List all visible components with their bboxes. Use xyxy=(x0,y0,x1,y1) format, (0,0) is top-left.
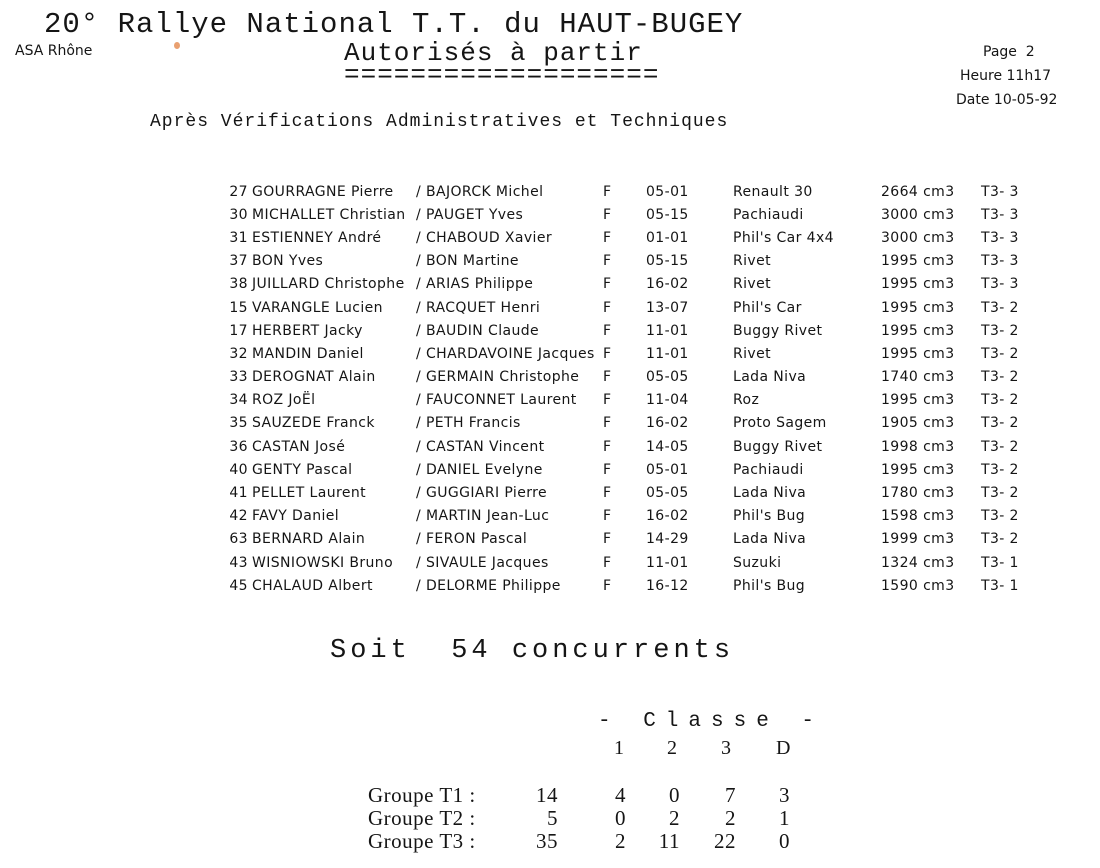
entry-car: Lada Niva xyxy=(733,485,807,502)
entry-pilot: MANDIN Daniel xyxy=(252,345,364,362)
entry-car: Rivet xyxy=(733,345,772,362)
entry-pilot: WISNIOWSKI Bruno xyxy=(252,554,394,571)
entry-car: Lada Niva xyxy=(733,531,807,548)
entry-cc: 1995 cm3 xyxy=(881,392,955,409)
entry-num: 32 xyxy=(229,345,248,362)
document-title: 20° Rallye National T.T. du HAUT-BUGEY xyxy=(44,8,744,41)
entry-cc: 1995 cm3 xyxy=(881,253,955,270)
entry-code: 14-29 xyxy=(646,531,689,548)
entry-num: 15 xyxy=(229,299,248,316)
entry-num: 27 xyxy=(229,183,248,200)
entry-cc: 1780 cm3 xyxy=(881,485,955,502)
entry-car: Lada Niva xyxy=(733,369,807,386)
entry-copilot: / GERMAIN Christophe xyxy=(416,369,580,386)
entry-code: 11-01 xyxy=(646,322,689,339)
entries-table xyxy=(212,180,1041,597)
column-header-2: 2 xyxy=(667,737,677,759)
entry-pilot: MICHALLET Christian xyxy=(252,206,406,223)
entry-num: 43 xyxy=(229,554,248,571)
entry-class: T3- 2 xyxy=(981,345,1019,362)
entry-copilot: / PAUGET Yves xyxy=(416,206,524,223)
entry-num: 42 xyxy=(229,508,248,525)
entry-pilot: CASTAN José xyxy=(252,438,346,455)
entry-code: 05-15 xyxy=(646,206,689,223)
group-class-value: 0 xyxy=(779,829,790,853)
table-row xyxy=(212,203,1041,226)
group-label: Groupe T3 : xyxy=(368,829,476,853)
entry-nat: F xyxy=(603,276,612,293)
entry-code: 11-01 xyxy=(646,345,689,362)
entry-car: Phil's Bug xyxy=(733,508,806,525)
group-class-value: 11 xyxy=(658,829,680,853)
entry-pilot: ESTIENNEY André xyxy=(252,229,382,246)
entry-class: T3- 2 xyxy=(981,531,1019,548)
group-label: Groupe T1 : xyxy=(368,783,476,807)
group-total: 35 xyxy=(536,829,558,853)
group-total: 5 xyxy=(547,806,558,830)
entry-car: Suzuki xyxy=(733,554,782,571)
table-row xyxy=(212,412,1041,435)
entry-pilot: CHALAUD Albert xyxy=(252,577,373,594)
entry-code: 13-07 xyxy=(646,299,689,316)
entry-nat: F xyxy=(603,438,612,455)
entry-class: T3- 2 xyxy=(981,508,1019,525)
entry-code: 16-12 xyxy=(646,577,689,594)
entry-code: 14-05 xyxy=(646,438,689,455)
group-class-value: 0 xyxy=(669,783,680,807)
document-subtitle-heading: Autorisés à partir xyxy=(344,38,643,68)
entry-copilot: / BAUDIN Claude xyxy=(416,322,540,339)
group-class-value: 0 xyxy=(615,806,626,830)
entry-class: T3- 3 xyxy=(981,183,1019,200)
entry-class: T3- 2 xyxy=(981,322,1019,339)
entry-code: 05-01 xyxy=(646,183,689,200)
group-class-value: 4 xyxy=(615,783,626,807)
entry-car: Rivet xyxy=(733,276,772,293)
page-number: Page 2 xyxy=(983,44,1035,60)
entry-nat: F xyxy=(603,577,612,594)
entry-copilot: / SIVAULE Jacques xyxy=(416,554,549,571)
table-row xyxy=(212,435,1041,458)
entry-cc: 1590 cm3 xyxy=(881,577,955,594)
entry-cc: 3000 cm3 xyxy=(881,229,955,246)
entry-car: Renault 30 xyxy=(733,183,813,200)
time-label: Heure 11h17 xyxy=(960,68,1052,84)
entry-nat: F xyxy=(603,345,612,362)
column-header-d: D xyxy=(776,737,791,759)
entry-cc: 1995 cm3 xyxy=(881,461,955,478)
entry-num: 17 xyxy=(229,322,248,339)
entry-copilot: / BON Martine xyxy=(416,253,519,270)
organizer-label: ASA Rhône xyxy=(15,43,93,59)
entry-copilot: / DANIEL Evelyne xyxy=(416,461,543,478)
entry-pilot: GENTY Pascal xyxy=(252,461,353,478)
table-row xyxy=(212,180,1041,203)
verification-subtitle: Après Vérifications Administratives et Techniques xyxy=(150,112,729,132)
entry-copilot: / FAUCONNET Laurent xyxy=(416,392,577,409)
entry-num: 63 xyxy=(229,531,248,548)
entry-car: Buggy Rivet xyxy=(733,322,823,339)
entry-cc: 1999 cm3 xyxy=(881,531,955,548)
table-row xyxy=(212,226,1041,249)
entry-num: 34 xyxy=(229,392,248,409)
entry-code: 16-02 xyxy=(646,508,689,525)
entry-nat: F xyxy=(603,415,612,432)
entry-num: 30 xyxy=(229,206,248,223)
entry-pilot: HERBERT Jacky xyxy=(252,322,363,339)
entry-nat: F xyxy=(603,554,612,571)
entry-copilot: / MARTIN Jean-Luc xyxy=(416,508,550,525)
entry-num: 35 xyxy=(229,415,248,432)
group-class-value: 2 xyxy=(725,806,736,830)
entry-code: 05-15 xyxy=(646,253,689,270)
entry-copilot: / CHABOUD Xavier xyxy=(416,229,553,246)
entry-car: Phil's Bug xyxy=(733,577,806,594)
column-header-1: 1 xyxy=(614,737,624,759)
classe-heading: - Classe - xyxy=(598,710,825,733)
entry-code: 11-01 xyxy=(646,554,689,571)
paper-stain xyxy=(174,42,180,49)
entry-cc: 1740 cm3 xyxy=(881,369,955,386)
group-class-value: 7 xyxy=(725,783,736,807)
entry-cc: 1905 cm3 xyxy=(881,415,955,432)
entry-code: 11-04 xyxy=(646,392,689,409)
entry-code: 05-01 xyxy=(646,461,689,478)
entry-pilot: DEROGNAT Alain xyxy=(252,369,376,386)
table-row xyxy=(212,458,1041,481)
table-row xyxy=(212,296,1041,319)
entry-code: 16-02 xyxy=(646,415,689,432)
entry-num: 33 xyxy=(229,369,248,386)
entry-class: T3- 2 xyxy=(981,438,1019,455)
entry-num: 41 xyxy=(229,485,248,502)
entry-copilot: / GUGGIARI Pierre xyxy=(416,485,547,502)
entry-car: Proto Sagem xyxy=(733,415,827,432)
heading-underline: =================== xyxy=(344,60,660,90)
column-header-3: 3 xyxy=(721,737,731,759)
entry-cc: 2664 cm3 xyxy=(881,183,955,200)
entry-copilot: / CASTAN Vincent xyxy=(416,438,545,455)
table-row xyxy=(212,528,1041,551)
entry-pilot: JUILLARD Christophe xyxy=(252,276,405,293)
group-label: Groupe T2 : xyxy=(368,806,476,830)
entry-copilot: / ARIAS Philippe xyxy=(416,276,534,293)
entry-class: T3- 1 xyxy=(981,577,1019,594)
entry-nat: F xyxy=(603,206,612,223)
entry-copilot: / RACQUET Henri xyxy=(416,299,541,316)
entry-class: T3- 2 xyxy=(981,369,1019,386)
table-row xyxy=(212,366,1041,389)
entry-cc: 1995 cm3 xyxy=(881,276,955,293)
total-competitors: Soit 54 concurrents xyxy=(330,636,735,666)
entry-code: 16-02 xyxy=(646,276,689,293)
entry-num: 40 xyxy=(229,461,248,478)
entry-class: T3- 2 xyxy=(981,392,1019,409)
entry-class: T3- 3 xyxy=(981,206,1019,223)
entry-pilot: FAVY Daniel xyxy=(252,508,340,525)
table-row xyxy=(212,389,1041,412)
entry-copilot: / PETH Francis xyxy=(416,415,521,432)
group-class-value: 2 xyxy=(615,829,626,853)
entry-pilot: GOURRAGNE Pierre xyxy=(252,183,394,200)
entry-car: Phil's Car 4x4 xyxy=(733,229,834,246)
entry-nat: F xyxy=(603,299,612,316)
group-class-value: 1 xyxy=(779,806,790,830)
entry-class: T3- 3 xyxy=(981,253,1019,270)
entry-nat: F xyxy=(603,508,612,525)
table-row xyxy=(212,481,1041,504)
entry-cc: 3000 cm3 xyxy=(881,206,955,223)
entry-copilot: / FERON Pascal xyxy=(416,531,528,548)
entry-nat: F xyxy=(603,485,612,502)
entry-pilot: BON Yves xyxy=(252,253,324,270)
group-class-value: 3 xyxy=(779,783,790,807)
entry-nat: F xyxy=(603,531,612,548)
entry-class: T3- 2 xyxy=(981,461,1019,478)
entry-nat: F xyxy=(603,392,612,409)
entry-nat: F xyxy=(603,322,612,339)
entry-class: T3- 2 xyxy=(981,415,1019,432)
entry-car: Roz xyxy=(733,392,760,409)
entry-cc: 1998 cm3 xyxy=(881,438,955,455)
entry-pilot: BERNARD Alain xyxy=(252,531,366,548)
table-row xyxy=(212,273,1041,296)
entry-car: Pachiaudi xyxy=(733,461,804,478)
entry-cc: 1995 cm3 xyxy=(881,345,955,362)
entry-copilot: / BAJORCK Michel xyxy=(416,183,544,200)
entry-car: Phil's Car xyxy=(733,299,802,316)
entry-num: 38 xyxy=(229,276,248,293)
entry-class: T3- 3 xyxy=(981,276,1019,293)
table-row xyxy=(212,574,1041,597)
entry-copilot: / CHARDAVOINE Jacques xyxy=(416,345,595,362)
entry-num: 36 xyxy=(229,438,248,455)
entry-num: 45 xyxy=(229,577,248,594)
table-row xyxy=(212,250,1041,273)
entry-cc: 1598 cm3 xyxy=(881,508,955,525)
entry-nat: F xyxy=(603,369,612,386)
entry-class: T3- 2 xyxy=(981,299,1019,316)
entries-body xyxy=(212,180,1041,597)
entry-pilot: ROZ JoËl xyxy=(252,392,316,409)
entry-nat: F xyxy=(603,253,612,270)
entry-class: T3- 1 xyxy=(981,554,1019,571)
entry-class: T3- 2 xyxy=(981,485,1019,502)
entry-code: 01-01 xyxy=(646,229,689,246)
entry-nat: F xyxy=(603,461,612,478)
entry-code: 05-05 xyxy=(646,369,689,386)
entry-num: 31 xyxy=(229,229,248,246)
group-class-value: 22 xyxy=(714,829,736,853)
group-class-value: 2 xyxy=(669,806,680,830)
entry-pilot: VARANGLE Lucien xyxy=(252,299,383,316)
entry-cc: 1995 cm3 xyxy=(881,322,955,339)
entry-code: 05-05 xyxy=(646,485,689,502)
table-row xyxy=(212,319,1041,342)
entry-pilot: SAUZEDE Franck xyxy=(252,415,375,432)
entry-cc: 1324 cm3 xyxy=(881,554,955,571)
entry-nat: F xyxy=(603,183,612,200)
entry-pilot: PELLET Laurent xyxy=(252,485,367,502)
entry-class: T3- 3 xyxy=(981,229,1019,246)
entry-car: Pachiaudi xyxy=(733,206,804,223)
entry-num: 37 xyxy=(229,253,248,270)
table-row xyxy=(212,342,1041,365)
date-label: Date 10-05-92 xyxy=(956,92,1058,108)
entry-car: Buggy Rivet xyxy=(733,438,823,455)
entry-copilot: / DELORME Philippe xyxy=(416,577,561,594)
table-row xyxy=(212,551,1041,574)
table-row xyxy=(212,505,1041,528)
entry-cc: 1995 cm3 xyxy=(881,299,955,316)
group-total: 14 xyxy=(536,783,558,807)
entry-nat: F xyxy=(603,229,612,246)
entry-car: Rivet xyxy=(733,253,772,270)
